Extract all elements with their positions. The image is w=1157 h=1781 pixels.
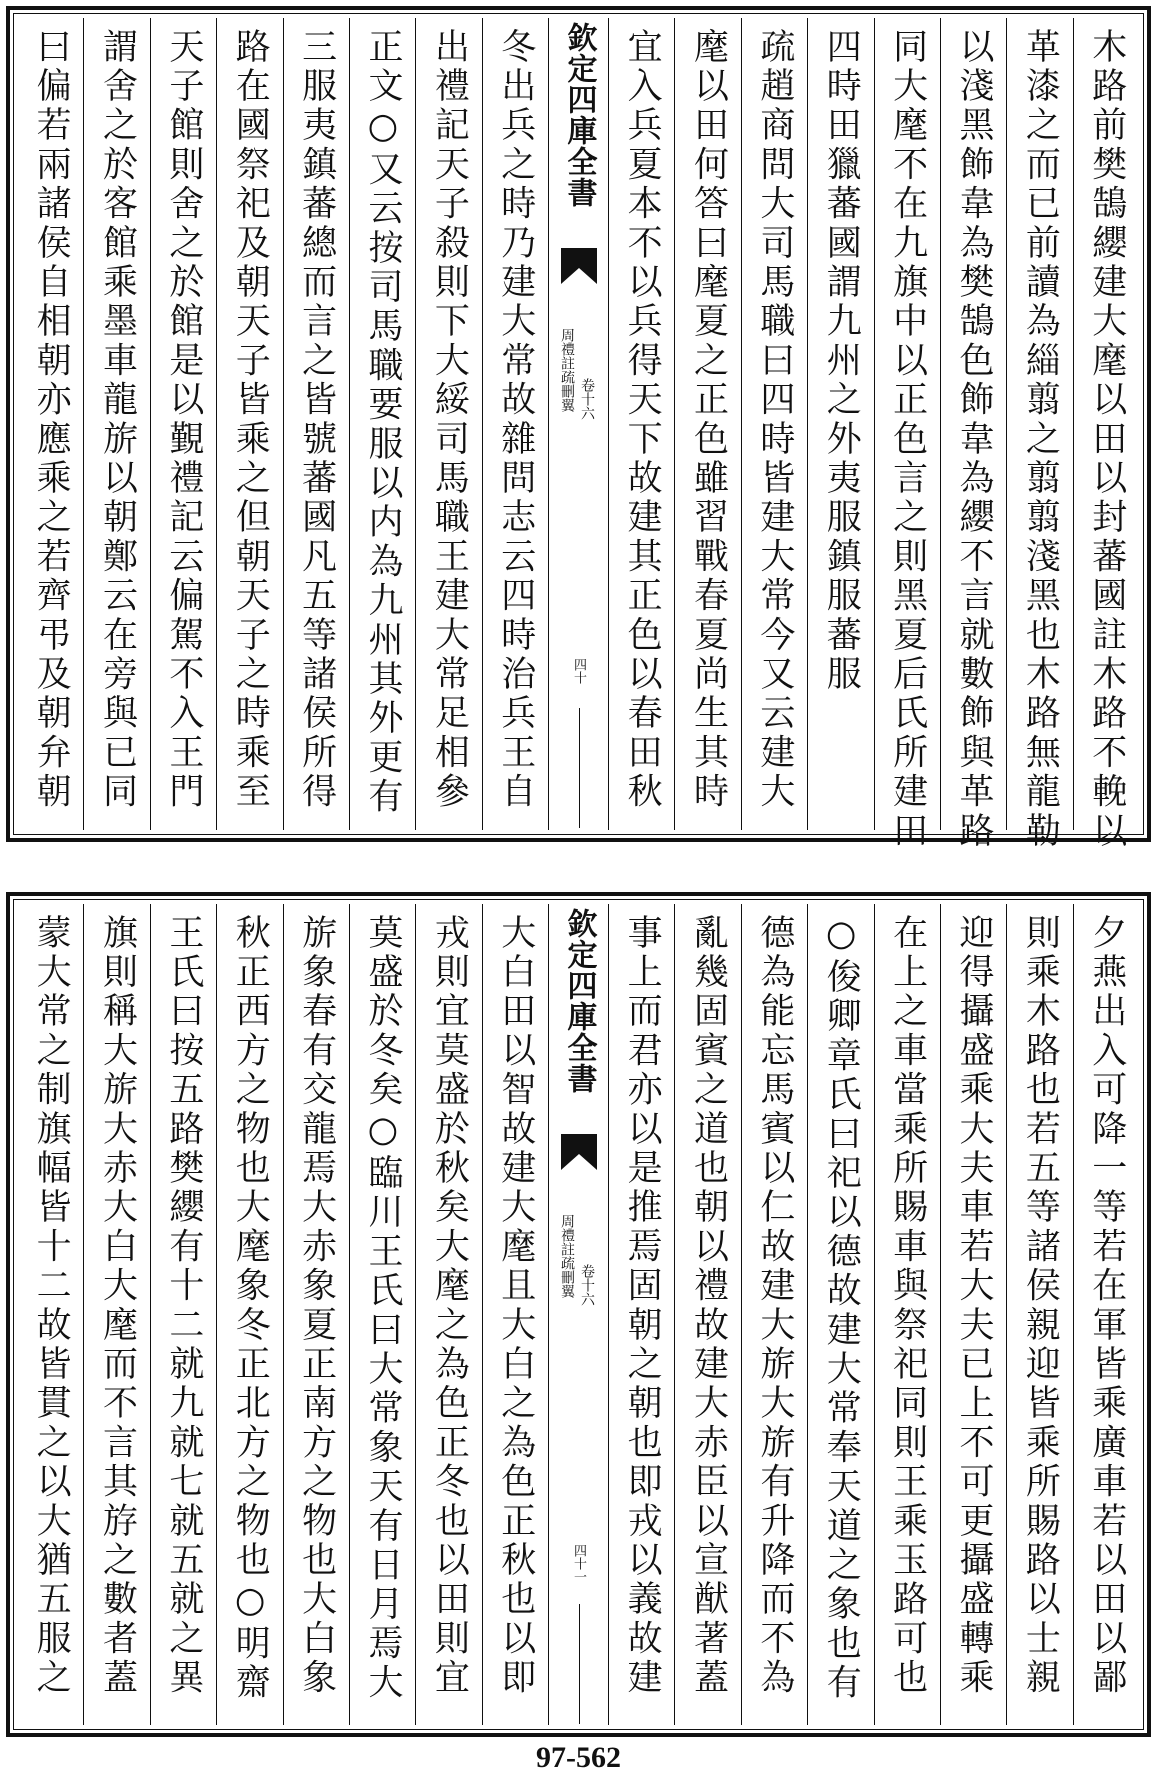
text-column: 天子館則舍之於館是以覲禮記云偏駕不入王門 bbox=[150, 18, 216, 830]
text-column: 以淺黑飾韋為樊鵠色飾韋為纓不言就數飾與革路 bbox=[940, 18, 1006, 830]
page-number: 97-562 bbox=[536, 1741, 621, 1774]
gutter-title: 欽定四庫全書 bbox=[561, 22, 597, 208]
text-column: 戎則宜莫盛於秋矣大麾之為色正冬也以田則宜 bbox=[415, 904, 481, 1725]
gutter-volume: 卷十六 bbox=[579, 378, 595, 420]
text-column: 蒙大常之制旗幅皆十二故皆貫之以大猶五服之 bbox=[31, 914, 72, 1698]
text-column: 德為能忘馬賓以仁故建大旂大旂有升降而不為 bbox=[741, 904, 807, 1725]
text-column: 木路前樊鵠纓建大麾以田以封蕃國註木路不輓以 bbox=[1073, 18, 1139, 830]
text-column: 正文○又云按司馬職要服以内為九州其外更有 bbox=[349, 18, 415, 830]
gutter-book-title: 周禮註疏刪翼 bbox=[559, 1214, 575, 1298]
text-column: 大白田以智故建大麾且大白之為色正秋也以即 bbox=[482, 904, 548, 1725]
text-column: 三服夷鎮蕃總而言之皆號蕃國凡五等諸侯所得 bbox=[283, 18, 349, 830]
top-page-columns bbox=[18, 18, 1139, 852]
gutter-title: 欽定四庫全書 bbox=[561, 908, 597, 1094]
text-column: 秋正西方之物也大麾象冬正北方之物也○明齋 bbox=[216, 904, 282, 1725]
center-gutter bbox=[548, 904, 608, 1725]
text-column: 則乘木路也若五等諸侯親迎皆乘所賜路以士親 bbox=[1006, 904, 1072, 1725]
text-column: 夕燕出入可降一等若在軍皆乘廣車若以田以鄙 bbox=[1073, 904, 1139, 1725]
text-column: 疏趙商問大司馬職曰四時皆建大常今又云建大 bbox=[741, 18, 807, 830]
text-column: 路在國祭祀及朝天子皆乘之但朝天子之時乘至 bbox=[216, 18, 282, 830]
text-column: 四時田獵蕃國謂九州之外夷服鎮服蕃服 bbox=[807, 18, 873, 830]
center-gutter bbox=[548, 18, 608, 830]
text-column: 王氏曰按五路樊纓有十二就九就七就五就之異 bbox=[150, 904, 216, 1725]
text-column: 迎得攝盛乘大夫車若大夫已上不可更攝盛轉乘 bbox=[940, 904, 1006, 1725]
top-page bbox=[6, 6, 1151, 852]
gutter-page-number: 四十 bbox=[571, 658, 586, 684]
gutter-volume: 卷十六 bbox=[579, 1264, 595, 1306]
gutter-page-number: 四十一 bbox=[571, 1544, 586, 1583]
text-column: 旗則稱大旂大赤大白大麾而不言其斿之數者蓋 bbox=[83, 904, 149, 1725]
gutter-rule bbox=[579, 1604, 580, 1724]
text-column: 革漆之而已前讀為緇翦之翦翦淺黑也木路無龍勒 bbox=[1006, 18, 1072, 830]
bottom-page bbox=[6, 892, 1151, 1737]
fishtail-mark-icon bbox=[559, 1132, 599, 1172]
text-column: 莫盛於冬矣○臨川王氏曰大常象天有日月焉大 bbox=[349, 904, 415, 1725]
text-column: 出禮記天子殺則下大綏司馬職王建大常足相參 bbox=[415, 18, 481, 830]
bottom-page-columns bbox=[18, 904, 1139, 1725]
text-column: 旂象春有交龍焉大赤象夏正南方之物也大白象 bbox=[283, 904, 349, 1725]
text-column: 麾以田何答曰麾夏之正色雖習戰春夏尚生其時 bbox=[674, 18, 740, 830]
text-column: 事上而君亦以是推焉固朝之朝也即戎以義故建 bbox=[608, 904, 674, 1725]
text-column: 在上之車當乘所賜車與祭祀同則王乘玉路可也 bbox=[874, 904, 940, 1725]
text-column: 謂舍之於客館乘墨車龍旂以朝鄭云在旁與已同 bbox=[83, 18, 149, 830]
text-column: 曰偏若兩諸侯自相朝亦應乘之若齊弔及朝弁朝 bbox=[31, 28, 72, 812]
gutter-book-title: 周禮註疏刪翼 bbox=[559, 328, 575, 412]
fishtail-mark-icon bbox=[559, 246, 599, 286]
text-column: ○俊卿章氏曰祀以德故建大常奉天道之象也有 bbox=[807, 904, 873, 1725]
text-column: 同大麾不在九旗中以正色言之則黑夏后氏所建田 bbox=[874, 18, 940, 830]
gutter-rule bbox=[579, 708, 580, 828]
text-column: 冬出兵之時乃建大常故雜問志云四時治兵王自 bbox=[482, 18, 548, 830]
text-column: 亂幾固賓之道也朝以禮故建大赤臣以宣猷著蓋 bbox=[674, 904, 740, 1725]
text-column: 宜入兵夏本不以兵得天下故建其正色以春田秋 bbox=[608, 18, 674, 830]
